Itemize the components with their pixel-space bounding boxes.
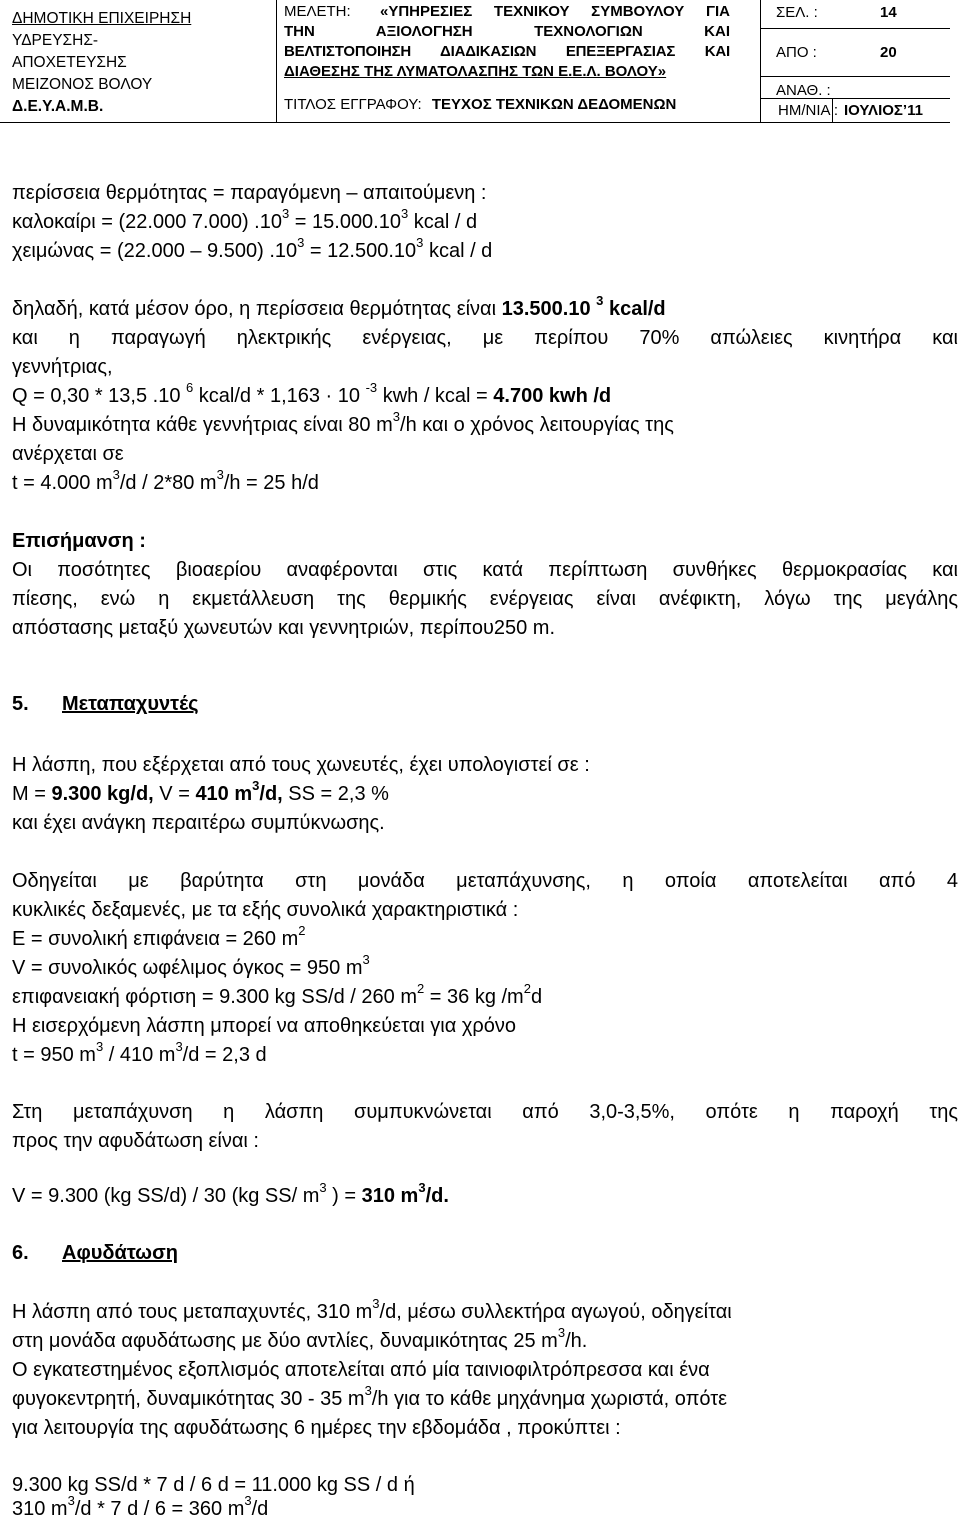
doc-title-value: ΤΕΥΧΟΣ ΤΕΧΝΙΚΩΝ ΔΕΔΟΜΕΝΩΝ bbox=[431, 96, 677, 113]
text-part: στη μονάδα αφυδάτωσης με δύο αντλίες, δυναμικότητας 25 m bbox=[12, 1330, 558, 1352]
formula-part: χειμώνας = (22.000 – 9.500) .10 bbox=[12, 240, 298, 262]
header-rule bbox=[760, 76, 950, 77]
formula-part: καλοκαίρι = (22.000 7.000) .10 bbox=[12, 211, 282, 233]
revision-label: ΑΝΑΘ. : bbox=[776, 82, 831, 99]
page-label: ΣΕΛ. : bbox=[776, 4, 818, 21]
study-line: «ΥΠΗΡΕΣΙΕΣ ΤΕΧΝΙΚΟΥ ΣΥΜΒΟΥΛΟΥ ΓΙΑ bbox=[380, 3, 730, 20]
formula-line bbox=[12, 923, 306, 954]
note-title: Επισήμανση : bbox=[12, 530, 146, 552]
text-part: /h και ο χρόνος λειτουργίας της bbox=[400, 414, 674, 436]
formula-part: 310 m bbox=[12, 1498, 68, 1520]
text-line: και έχει ανάγκη περαιτέρω συμπύκνωσης. bbox=[12, 812, 385, 834]
date-label: ΗΜ/ΝΙΑ : bbox=[778, 102, 839, 119]
text-part: /d, μέσω συλλεκτήρα αγωγού, οδηγείται bbox=[379, 1301, 732, 1323]
note-line: Οι ποσότητες βιοαερίου αναφέρονται στις κατά περίπτωση συνθήκες θερμοκρασίας και bbox=[12, 559, 958, 581]
superscript: 3 bbox=[392, 409, 401, 424]
formula-line bbox=[12, 1180, 449, 1211]
section-title: Αφυδάτωση bbox=[62, 1242, 178, 1264]
formula-line bbox=[12, 380, 612, 411]
text-line bbox=[12, 868, 958, 894]
organization-block bbox=[12, 8, 274, 118]
value-bold: 310 m bbox=[361, 1185, 419, 1207]
superscript: 3 bbox=[112, 467, 120, 482]
formula-line: 9.300 kg SS/d * 7 d / 6 d = 11.000 kg SS / d ή bbox=[12, 1474, 415, 1496]
value-bold: kcal/d bbox=[603, 298, 666, 320]
superscript: 3 bbox=[297, 235, 305, 250]
text-line: γεννήτριας, bbox=[12, 356, 113, 378]
formula-part: V = bbox=[153, 783, 196, 805]
superscript: 2 bbox=[416, 981, 425, 996]
total-pages-value: 20 bbox=[880, 44, 897, 61]
text-line: Η εισερχόμενη λάσπη μπορεί να αποθηκεύεται για χρόνο bbox=[12, 1015, 516, 1037]
superscript: 3 bbox=[372, 1296, 380, 1311]
formula-line bbox=[12, 206, 478, 237]
note-line: πίεσης, ενώ η εκμετάλλευση της θερμικής ενέργειας είναι ανέφικτη, λόγω της μεγάλης bbox=[12, 588, 958, 610]
value-bold: /d, bbox=[259, 783, 283, 805]
formula-part: t = 4.000 m bbox=[12, 472, 113, 494]
study-line: ΒΕΛΤΙΣΤΟΠΟΙΗΣΗ ΔΙΑΔΙΚΑΣΙΩΝ ΕΠΕΞΕΡΓΑΣΙΑΣ ΚΑΙ bbox=[284, 43, 730, 60]
superscript: 2 bbox=[523, 981, 531, 996]
superscript: 3 bbox=[418, 1180, 426, 1195]
text-line bbox=[12, 1325, 588, 1356]
formula-part: Μ = bbox=[12, 783, 52, 805]
formula-part: /h = 25 h/d bbox=[223, 472, 319, 494]
header-rule bbox=[760, 28, 950, 29]
formula-part: t = 950 m bbox=[12, 1044, 96, 1066]
formula-part: kwh / kcal = bbox=[377, 385, 494, 407]
total-pages-label: ΑΠΟ : bbox=[776, 44, 817, 61]
superscript: -3 bbox=[365, 380, 378, 395]
formula-part: Q = 0,30 * 13,5 .10 bbox=[12, 385, 187, 407]
text-line: ανέρχεται σε bbox=[12, 443, 124, 465]
text-part: δηλαδή, κατά μέσον όρο, η περίσσεια θερμότητας είναι bbox=[12, 298, 502, 320]
study-title-block bbox=[284, 2, 730, 82]
text-line bbox=[12, 1296, 732, 1327]
document-title-row bbox=[284, 94, 676, 116]
org-line: ΔΗΜΟΤΙΚΗ ΕΠΙΧΕΙΡΗΣΗ bbox=[12, 10, 192, 27]
superscript: 3 bbox=[364, 1383, 372, 1398]
superscript: 3 bbox=[401, 206, 409, 221]
date-value: ΙΟΥΛΙΟΣ’11 bbox=[844, 102, 923, 119]
formula-part: SS = 2,3 % bbox=[282, 783, 389, 805]
text-line: για λειτουργία της αφυδάτωσης 6 ημέρες την εβδομάδα , προκύπτει : bbox=[12, 1417, 621, 1439]
formula-part: = 36 kg /m bbox=[424, 986, 524, 1008]
study-line: ΔΙΑΘΕΣΗΣ ΤΗΣ ΛΥΜΑΤΟΛΑΣΠΗΣ ΤΩΝ Ε.Ε.Λ. ΒΟΛΟΥ» bbox=[284, 63, 667, 80]
superscript: 3 bbox=[362, 952, 370, 967]
header-divider bbox=[832, 98, 833, 122]
org-line: ΑΠΟΧΕΤΕΥΣΗΣ bbox=[12, 54, 127, 71]
value-bold: 4.700 kwh /d bbox=[493, 385, 612, 407]
text-line: Στη μεταπάχυνση η λάσπη συμπυκνώνεται από 3,0-3,5%, οπότε η παροχή της bbox=[12, 1101, 958, 1123]
text-line: κυκλικές δεξαμενές, με τα εξής συνολικά χαρακτηριστικά : bbox=[12, 899, 519, 921]
formula-part: ) = bbox=[326, 1185, 362, 1207]
text-part: φυγοκεντρητή, δυναμικότητας 30 - 35 m bbox=[12, 1388, 365, 1410]
formula-line bbox=[12, 778, 389, 809]
formula-line bbox=[12, 981, 543, 1012]
superscript: 3 bbox=[67, 1493, 75, 1508]
formula-part: /d = 2,3 d bbox=[182, 1044, 267, 1066]
formula-part: / 410 m bbox=[103, 1044, 176, 1066]
value-bold: /d. bbox=[425, 1185, 449, 1207]
page-value: 14 bbox=[880, 4, 897, 21]
doc-title-label: ΤΙΤΛΟΣ ΕΓΓΡΑΦΟΥ: bbox=[284, 96, 422, 113]
superscript: 6 bbox=[186, 380, 194, 395]
formula-part: Ε = συνολική επιφάνεια = 260 m bbox=[12, 928, 299, 950]
superscript: 3 bbox=[95, 1039, 104, 1054]
text-part: Η δυναμικότητα κάθε γεννήτριας είναι 80 m bbox=[12, 414, 393, 436]
study-line: ΤΗΝ ΑΞΙΟΛΟΓΗΣΗ ΤΕΧΝΟΛΟΓΙΩΝ ΚΑΙ bbox=[284, 23, 730, 40]
value-bold: 410 m bbox=[195, 783, 253, 805]
value-bold: 13.500.10 bbox=[501, 298, 597, 320]
text-line bbox=[12, 293, 666, 324]
text-line: Η λάσπη, που εξέρχεται από τους χωνευτές, έχει υπολογιστεί σε : bbox=[12, 754, 590, 776]
superscript: 3 bbox=[416, 235, 424, 250]
header-divider bbox=[760, 0, 761, 122]
superscript: 2 bbox=[298, 923, 306, 938]
org-line: ΜΕΙΖΟΝΟΣ ΒΟΛΟΥ bbox=[12, 76, 153, 93]
formula-part: kcal/d * 1,163 · 10 bbox=[193, 385, 366, 407]
superscript: 3 bbox=[244, 1493, 252, 1508]
text-line: Ο εγκατεστημένος εξοπλισμός αποτελείται από μία ταινιοφιλτρόπρεσσα και ένα bbox=[12, 1359, 710, 1381]
formula-part: /d / 2*80 m bbox=[119, 472, 217, 494]
superscript: 3 bbox=[557, 1325, 566, 1340]
text-line: και η παραγωγή ηλεκτρικής ενέργειας, με περίπου 70% απώλειες κινητήρα και bbox=[12, 327, 958, 349]
superscript: 3 bbox=[252, 778, 260, 793]
text-line: περίσσεια θερμότητας = παραγόμενη – απαιτούμενη : bbox=[12, 182, 487, 204]
formula-line bbox=[12, 235, 493, 266]
formula-part: /d * 7 d / 6 = 360 m bbox=[74, 1498, 245, 1520]
section-number: 5. bbox=[12, 693, 29, 715]
formula-line bbox=[12, 1039, 267, 1070]
formula-line bbox=[12, 952, 370, 983]
text-line bbox=[12, 1383, 728, 1414]
value-bold: 9.300 kg/d, bbox=[51, 783, 154, 805]
section-number: 6. bbox=[12, 1242, 29, 1264]
section-title: Μεταπαχυντές bbox=[62, 693, 199, 715]
superscript: 3 bbox=[596, 293, 604, 308]
text-part: /h. bbox=[565, 1330, 588, 1352]
formula-part: V = συνολικός ωφέλιμος όγκος = 950 m bbox=[12, 957, 363, 979]
formula-part: kcal / d bbox=[423, 240, 493, 262]
text-part: /h για το κάθε μηχάνημα χωριστά, οπότε bbox=[371, 1388, 728, 1410]
text-part: 4 bbox=[946, 870, 958, 892]
formula-part: V = 9.300 (kg SS/d) / 30 (kg SS/ m bbox=[12, 1185, 320, 1207]
header-rule bbox=[760, 98, 950, 99]
header-bottom-rule bbox=[0, 122, 950, 123]
superscript: 3 bbox=[175, 1039, 183, 1054]
formula-line bbox=[12, 467, 319, 498]
text-line: προς την αφυδάτωση είναι : bbox=[12, 1130, 259, 1152]
formula-part: = 15.000.10 bbox=[289, 211, 401, 233]
header-divider bbox=[276, 0, 277, 122]
superscript: 3 bbox=[216, 467, 224, 482]
org-line: Δ.Ε.Υ.Α.Μ.Β. bbox=[12, 98, 104, 115]
text-part: Η λάσπη από τους μεταπαχυντές, 310 m bbox=[12, 1301, 373, 1323]
formula-part: d bbox=[530, 986, 543, 1008]
text-line bbox=[12, 409, 674, 440]
superscript: 3 bbox=[319, 1180, 327, 1195]
text-part: Οδηγείται με βαρύτητα στη μονάδα μεταπάχυνσης, η οποία αποτελείται από bbox=[12, 870, 916, 892]
formula-part: /d bbox=[251, 1498, 269, 1520]
study-label: ΜΕΛΕΤΗ: bbox=[284, 3, 351, 20]
formula-part: = 12.500.10 bbox=[304, 240, 417, 262]
org-line: ΥΔΡΕΥΣΗΣ- bbox=[12, 32, 99, 49]
superscript: 3 bbox=[281, 206, 290, 221]
formula-part: kcal / d bbox=[408, 211, 478, 233]
formula-part: επιφανειακή φόρτιση = 9.300 kg SS/d / 260 m bbox=[12, 986, 417, 1008]
note-line: απόστασης μεταξύ χωνευτών και γεννητριών, περίπου250 m. bbox=[12, 617, 556, 639]
